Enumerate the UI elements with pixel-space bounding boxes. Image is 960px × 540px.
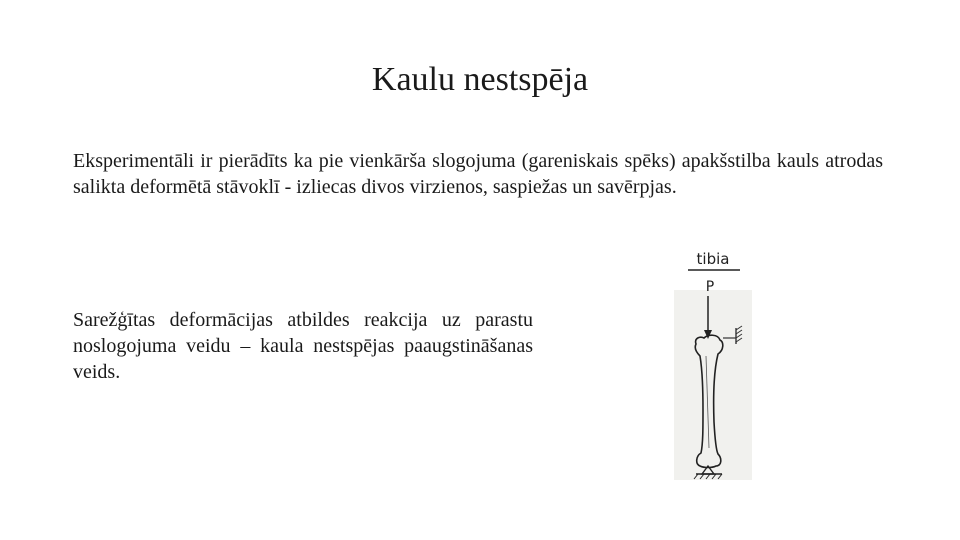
force-label: P <box>705 279 715 295</box>
scan-background <box>674 290 752 480</box>
paragraph-experiment: Eksperimentāli ir pierādīts ka pie vienkārša slogojuma (gareniskais spēks) apakšstilba kauls atrodas salikta deformētā stāvoklī - izliecas divos virzienos, saspiežas un savērpjas. <box>73 150 883 198</box>
paragraph-deformation: Sarežģītas deformācijas atbildes reakcija uz parastu noslogojuma veidu – kaula nestspējas paaugstināšanas veids. <box>73 309 533 383</box>
tibia-figure <box>668 244 764 480</box>
tibia-label: tibia <box>696 250 730 268</box>
tibia-drawing <box>668 244 764 480</box>
slide-title: Kaulu nestspēja <box>371 61 589 98</box>
